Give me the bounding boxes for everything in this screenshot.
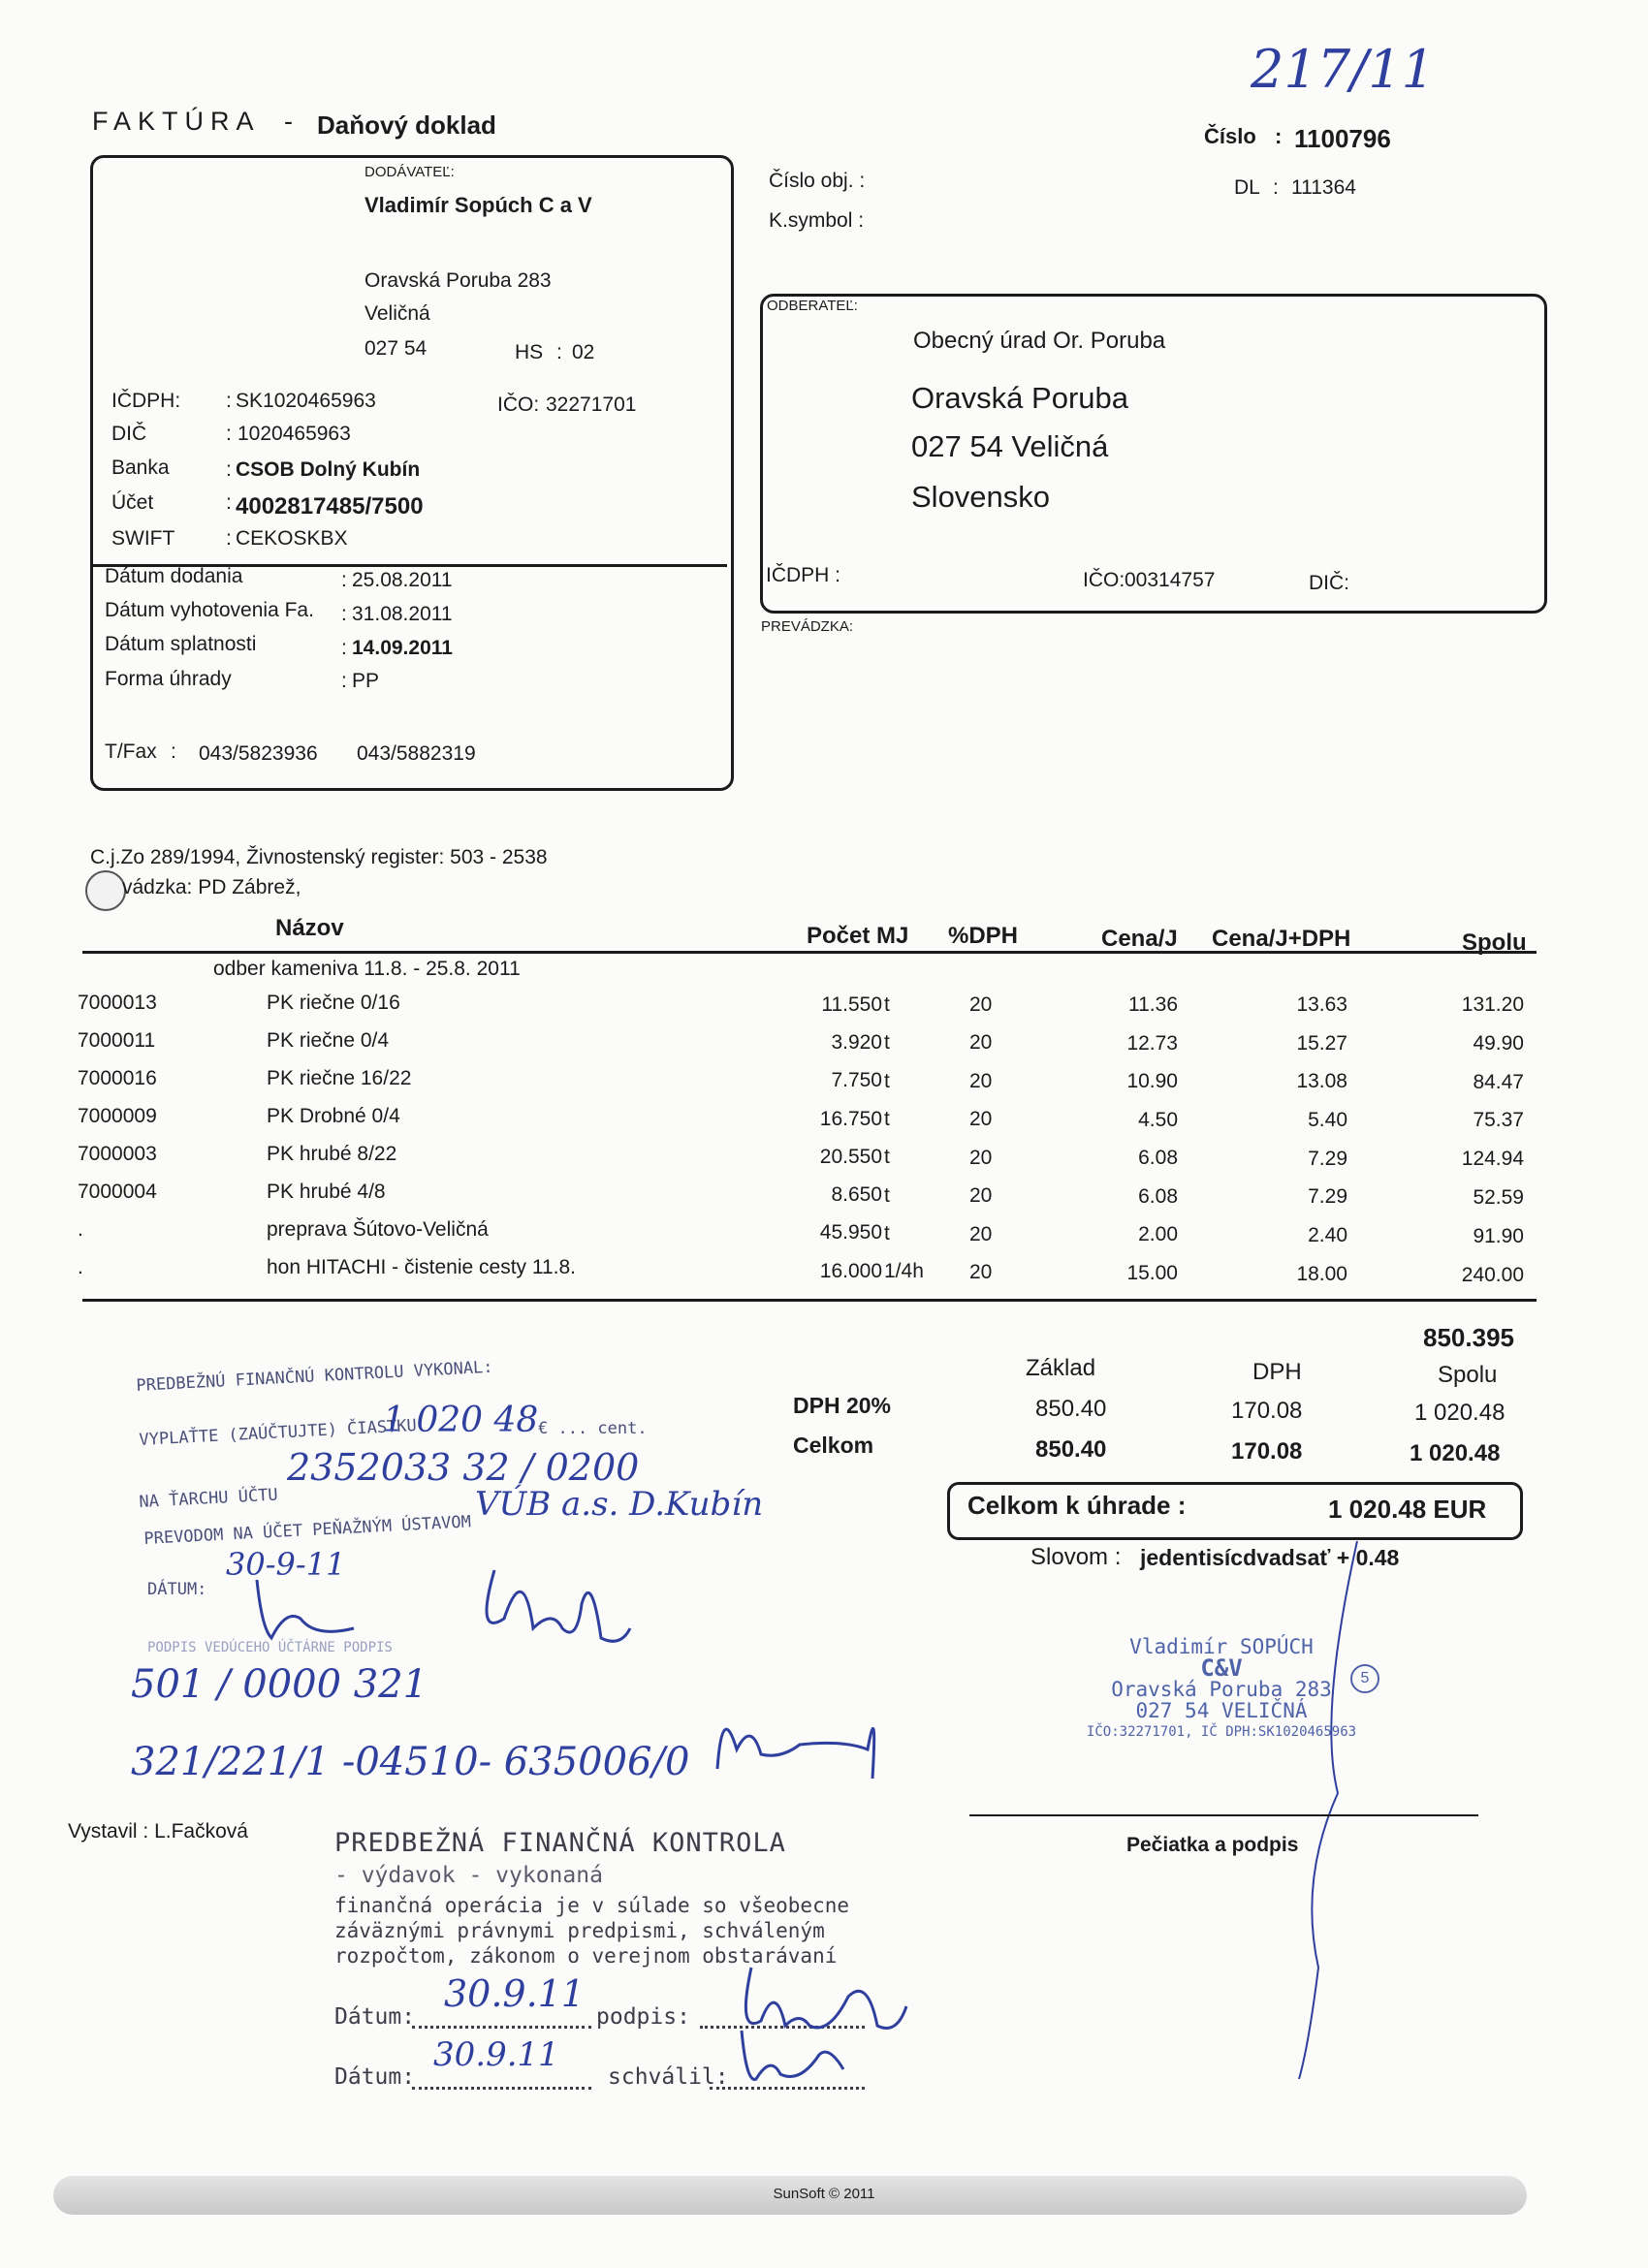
item-unit-price-vat: 2.40	[1308, 1224, 1347, 1247]
item-unit-price: 10.90	[1126, 1070, 1178, 1093]
bank-value: CSOB Dolný Kubín	[236, 458, 421, 481]
item-total: 124.94	[1461, 1148, 1524, 1171]
dl-number: 111364	[1291, 176, 1356, 199]
item-vat-rate: 20	[969, 1108, 993, 1131]
stamp-signature-label: Pečiatka a podpis	[1126, 1834, 1299, 1856]
total-vat: 170.08	[1231, 1438, 1303, 1465]
item-unit: t	[884, 1146, 890, 1169]
punch-hole	[85, 870, 126, 911]
supplier-address-street: Oravská Poruba 283	[364, 269, 552, 292]
item-unit-price: 6.08	[1138, 1147, 1178, 1170]
due-date-value: 14.09.2011	[352, 637, 453, 659]
item-unit-price-vat: 15.27	[1296, 1031, 1347, 1055]
col-header-vat-rate: %DPH	[948, 923, 1019, 949]
supplier-section-label: DODÁVATEĽ:	[364, 164, 455, 180]
item-unit-price: 15.00	[1126, 1262, 1178, 1284]
signature-scribble	[708, 1691, 892, 1788]
stamp-company-mark: C&V	[1200, 1654, 1243, 1682]
title-separator: -	[284, 107, 293, 136]
account-label: Účet	[111, 491, 154, 514]
customer-icdph-label: IČDPH :	[766, 564, 841, 586]
table-row	[0, 1067, 1648, 1105]
sum-header: Spolu	[1438, 1362, 1498, 1388]
table-header-rule	[82, 951, 1537, 954]
colon: :	[226, 390, 232, 412]
colon: :	[341, 603, 347, 625]
handwritten-account: 2352033 32 / 0200	[287, 1446, 640, 1489]
item-total: 240.00	[1461, 1263, 1524, 1286]
control-stamp-text2: záväznými právnymi predpismi, schváleným	[334, 1919, 825, 1942]
item-unit-price: 2.00	[1138, 1223, 1178, 1246]
stamp-faded-signature-line: PODPIS VEDÚCEHO ÚČTÁRNE PODPIS	[147, 1640, 393, 1655]
colon: :	[341, 637, 347, 659]
handwritten-control-date: 30.9.11	[444, 1972, 586, 2015]
item-total: 49.90	[1473, 1031, 1524, 1055]
item-unit-price-vat: 13.08	[1296, 1070, 1347, 1093]
colon: :	[171, 740, 176, 763]
swift-label: SWIFT	[111, 527, 175, 550]
supplier-zip: 027 54	[364, 337, 428, 360]
item-unit-price: 6.08	[1138, 1184, 1178, 1208]
item-unit-price-vat: 7.29	[1308, 1185, 1347, 1209]
item-unit-price: 4.50	[1138, 1108, 1178, 1131]
total-sum: 1 020.48	[1410, 1440, 1501, 1466]
bank-label: Banka	[111, 457, 170, 479]
total-base: 850.40	[1035, 1436, 1107, 1463]
dic-value: 1020465963	[238, 423, 351, 445]
col-header-unit-price: Cena/J	[1101, 926, 1178, 952]
handwritten-amount: 1 020 48	[383, 1401, 539, 1440]
payment-method-label: Forma úhrady	[105, 668, 232, 690]
due-date-label: Dátum splatnosti	[105, 633, 257, 655]
dotted-line	[412, 2026, 591, 2029]
registry-line: C.j.Zo 289/1994, Živnostenský register: 503 - 2538	[90, 846, 548, 868]
item-quantity: 45.950	[819, 1221, 882, 1244]
item-name: PK riečne 16/22	[267, 1067, 412, 1089]
stamp-amount-line: VYPLAŤTE (ZAÚČTUJTE) ČIASTKU	[139, 1416, 418, 1450]
stamp-cent-suffix: € ... cent.	[538, 1419, 648, 1438]
signature-scribble	[732, 2026, 858, 2094]
col-header-unit-price-vat: Cena/J+DPH	[1212, 926, 1351, 952]
stamp-address: Oravská Poruba 283	[1111, 1678, 1332, 1701]
establishment-line: vádzka: PD Zábrež,	[122, 876, 301, 898]
item-total: 52.59	[1473, 1186, 1524, 1209]
customer-section-label: ODBERATEĽ:	[767, 298, 858, 314]
control-date-label: Dátum:	[334, 2004, 416, 2030]
item-vat-rate: 20	[969, 1146, 993, 1169]
control-signature-label: podpis:	[596, 2004, 690, 2030]
item-name: hon HITACHI - čistenie cesty 11.8.	[267, 1256, 577, 1278]
item-vat-rate: 20	[969, 993, 993, 1016]
colon: :	[226, 423, 232, 445]
item-vat-rate: 20	[969, 1261, 993, 1284]
dotted-line	[412, 2087, 591, 2090]
item-unit-price-vat: 7.29	[1308, 1147, 1347, 1170]
item-total: 75.37	[1473, 1109, 1524, 1132]
table-subtitle: odber kameniva 11.8. - 25.8. 2011	[213, 958, 521, 980]
constant-symbol-label: K.symbol :	[769, 209, 865, 232]
colon: :	[1275, 124, 1283, 148]
dl-label: DL	[1234, 176, 1260, 199]
customer-ico-value: 00314757	[1125, 569, 1216, 591]
col-header-qty: Počet MJ	[807, 923, 909, 949]
issued-by: Vystavil : L.Fačková	[68, 1820, 248, 1843]
item-unit: t	[884, 1183, 890, 1207]
table-row	[0, 1143, 1648, 1181]
table-row	[0, 992, 1648, 1029]
colon: :	[341, 569, 347, 591]
item-unit: t	[884, 1031, 890, 1055]
handwritten-approval-date: 30.9.11	[433, 2035, 559, 2074]
total-label: Celkom	[793, 1433, 874, 1458]
approved-by-label: schválil:	[608, 2064, 729, 2090]
item-code: 7000003	[78, 1143, 157, 1165]
item-total: 91.90	[1473, 1224, 1524, 1247]
colon: :	[556, 341, 562, 363]
icdph-value: SK1020465963	[236, 390, 376, 412]
item-vat-rate: 20	[969, 1184, 993, 1208]
vat-header: DPH	[1252, 1359, 1302, 1385]
colon: :	[226, 458, 232, 481]
item-quantity: 3.920	[831, 1031, 882, 1055]
vat20-label: DPH 20%	[793, 1393, 891, 1418]
item-unit-price-vat: 18.00	[1296, 1262, 1347, 1285]
col-header-total: Spolu	[1462, 929, 1527, 956]
handwritten-bank: VÚB a.s. D.Kubín	[475, 1485, 764, 1524]
item-vat-rate: 20	[969, 1031, 993, 1055]
software-credit: SunSoft © 2011	[773, 2186, 875, 2202]
stamp-number-badge: 5	[1350, 1664, 1379, 1693]
grand-quantity: 850.395	[1423, 1323, 1514, 1352]
item-total: 131.20	[1461, 993, 1524, 1016]
in-words-value: jedentisícdvadsať + 0.48	[1140, 1545, 1400, 1570]
stamp-city: 027 54 VELIČNÁ	[1135, 1699, 1308, 1722]
item-quantity: 11.550	[821, 993, 882, 1016]
establishment-label: PREVÁDZKA:	[761, 618, 854, 635]
stamp-date-label: DÁTUM:	[147, 1580, 207, 1599]
item-quantity: 7.750	[831, 1069, 882, 1092]
delivery-date-value: 25.08.2011	[352, 569, 453, 591]
item-unit-price-vat: 5.40	[1308, 1109, 1347, 1132]
item-code: 7000011	[78, 1029, 156, 1052]
hs-value: 02	[572, 341, 595, 363]
item-unit: t	[884, 1108, 890, 1131]
signature-rule	[969, 1814, 1478, 1816]
vat20-base: 850.40	[1035, 1396, 1107, 1422]
col-header-name: Názov	[275, 915, 344, 941]
delivery-date-label: Dátum dodania	[105, 565, 243, 587]
item-code: 7000016	[78, 1067, 157, 1089]
stamp-owner-name: Vladimír SOPÚCH	[1129, 1635, 1314, 1658]
item-name: PK riečne 0/16	[267, 992, 400, 1014]
handwritten-account-code2: 321/221/1 -04510- 635006/0	[131, 1740, 690, 1784]
item-name: PK hrubé 8/22	[267, 1143, 397, 1165]
item-unit: t	[884, 1222, 890, 1245]
control-stamp-text3: rozpočtom, zákonom o verejnom obstarávaní	[334, 1944, 838, 1968]
hs-label: HS	[515, 341, 544, 363]
amount-due-value: 1 020.48 EUR	[1328, 1495, 1487, 1524]
item-unit: t	[884, 1069, 890, 1092]
colon: :	[226, 491, 232, 514]
colon: :	[1273, 176, 1279, 199]
handwritten-reference: 217/11	[1251, 39, 1435, 100]
issue-date-value: 31.08.2011	[352, 603, 453, 625]
item-vat-rate: 20	[969, 1222, 993, 1245]
approval-date-label: Dátum:	[334, 2064, 416, 2090]
table-row	[0, 1256, 1648, 1294]
customer-country: Slovensko	[911, 480, 1051, 514]
item-quantity: 8.650	[831, 1183, 882, 1207]
item-name: preprava Šútovo-Veličná	[267, 1218, 489, 1241]
item-code: 7000009	[78, 1105, 157, 1127]
item-name: PK Drobné 0/4	[267, 1105, 400, 1127]
payment-method-value: PP	[352, 670, 380, 692]
table-row	[0, 1029, 1648, 1067]
amount-due-label: Celkom k úhrade :	[967, 1491, 1187, 1520]
ico-value: 32271701	[546, 394, 637, 416]
in-words-label: Slovom :	[1030, 1544, 1122, 1570]
table-row	[0, 1105, 1648, 1143]
invoice-subtitle: Daňový doklad	[317, 110, 496, 140]
signature-scribble	[465, 1551, 640, 1657]
supplier-name: Vladimír Sopúch C a V	[364, 193, 592, 217]
handwritten-account-code1: 501 / 0000 321	[131, 1662, 428, 1707]
item-unit: t	[884, 993, 890, 1016]
customer-name: Obecný úrad Or. Poruba	[913, 328, 1166, 354]
item-unit-price-vat: 13.63	[1296, 993, 1347, 1016]
item-quantity: 16.000	[819, 1259, 882, 1282]
table-footer-rule	[82, 1299, 1537, 1302]
account-value: 4002817485/7500	[236, 493, 424, 520]
item-code: 7000013	[78, 992, 157, 1014]
base-header: Základ	[1026, 1355, 1096, 1381]
stamp-account-line: NA ŤARCHU ÚČTU	[139, 1485, 279, 1512]
invoice-number: 1100796	[1294, 124, 1391, 153]
customer-address-line2: 027 54 Veličná	[911, 429, 1109, 463]
control-stamp-title: PREDBEŽNÁ FINANČNÁ KONTROLA	[334, 1828, 786, 1858]
phone-fax-label: T/Fax	[105, 740, 157, 763]
item-vat-rate: 20	[969, 1069, 993, 1092]
item-quantity: 20.550	[819, 1145, 882, 1168]
table-row	[0, 1181, 1648, 1218]
dic-label: DIČ	[111, 423, 147, 445]
colon: :	[341, 670, 347, 692]
customer-dic-label: DIČ:	[1309, 572, 1349, 594]
item-total: 84.47	[1473, 1070, 1524, 1093]
handwritten-date: 30-9-11	[226, 1546, 346, 1583]
signature-long-stroke	[1280, 1541, 1367, 2084]
stamp-transfer-line: PREVODOM NA ÚČET PEŇAŽNÝM ÚSTAVOM	[143, 1512, 472, 1549]
item-unit-price: 12.73	[1126, 1031, 1178, 1055]
control-stamp-text1: finančná operácia je v súlade so všeobecne	[334, 1894, 850, 1917]
vat20-vat: 170.08	[1231, 1398, 1303, 1424]
item-unit: 1/4h	[884, 1260, 924, 1283]
issue-date-label: Dátum vyhotovenia Fa.	[105, 599, 314, 621]
item-name: PK riečne 0/4	[267, 1029, 390, 1052]
order-number-label: Číslo obj. :	[769, 170, 866, 192]
customer-address-line1: Oravská Poruba	[911, 381, 1128, 415]
colon: :	[226, 527, 232, 550]
invoice-number-label: Číslo	[1204, 124, 1256, 148]
item-unit-price: 11.36	[1128, 993, 1178, 1016]
item-name: PK hrubé 4/8	[267, 1181, 386, 1203]
control-stamp-sub: - výdavok - vykonaná	[334, 1863, 603, 1888]
phone-number: 043/5823936	[199, 742, 318, 765]
vat20-sum: 1 020.48	[1414, 1400, 1505, 1426]
stamp-control-line: PREDBEŽNÚ FINANČNÚ KONTROLU VYKONAL:	[136, 1357, 494, 1396]
icdph-label: IČDPH:	[111, 390, 181, 412]
customer-ico-label: IČO:	[1083, 569, 1125, 591]
stamp-ids: IČO:32271701, IČ DPH:SK1020465963	[1086, 1724, 1357, 1740]
ico-label: IČO:	[497, 394, 540, 416]
supplier-address-city: Veličná	[364, 302, 430, 325]
swift-value: CEKOSKBX	[236, 527, 348, 550]
item-code: 7000004	[78, 1181, 157, 1203]
item-code: .	[78, 1256, 83, 1278]
fax-number: 043/5882319	[357, 742, 476, 765]
signature-scribble	[247, 1570, 373, 1648]
item-quantity: 16.750	[819, 1107, 882, 1130]
item-code: .	[78, 1218, 83, 1241]
table-row	[0, 1218, 1648, 1256]
invoice-title: FAKTÚRA	[92, 107, 261, 136]
